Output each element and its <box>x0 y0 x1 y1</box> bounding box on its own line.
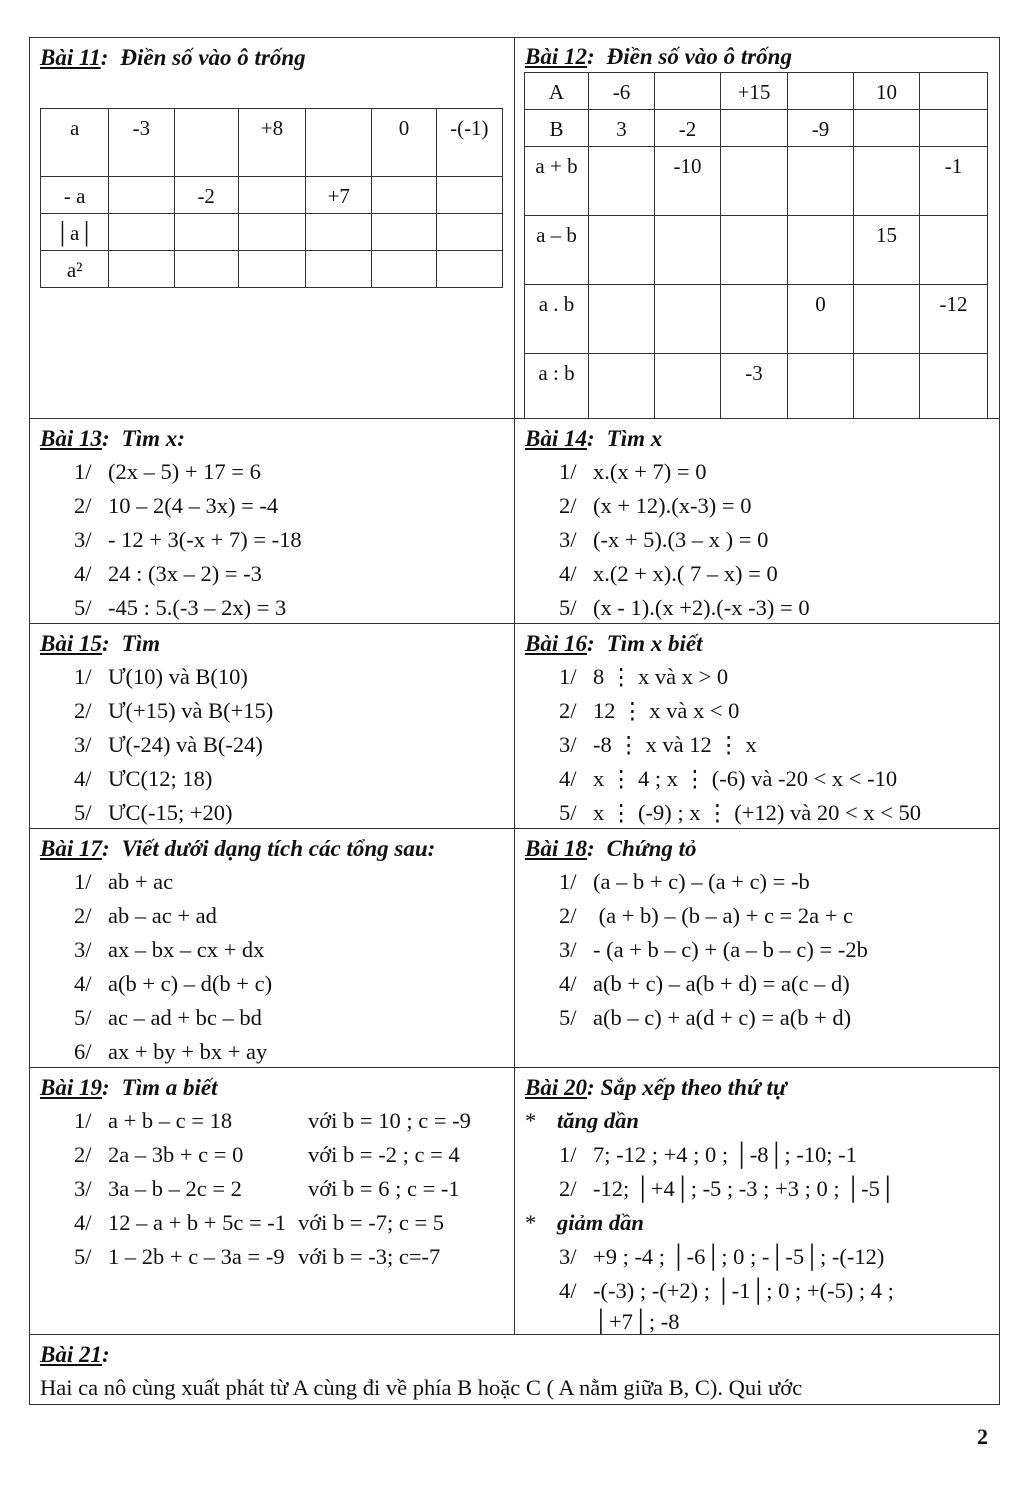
bai-11-row-header: a² <box>41 251 109 288</box>
item-text: a + b – c = 18 <box>108 1108 233 1133</box>
bai-12-table-row <box>525 110 988 147</box>
item-text: (2x – 5) + 17 = 6 <box>108 459 261 484</box>
item-text: x ⋮ 4 ; x ⋮ (-6) và -20 < x < -10 <box>593 766 898 791</box>
bai-21-cell <box>30 1335 1000 1405</box>
list-item <box>525 1172 999 1206</box>
item-number: 2/ <box>74 698 92 723</box>
bai-16-cell <box>515 624 1000 829</box>
item-text: x.(2 + x).( 7 – x) = 0 <box>593 561 778 586</box>
item-number: 1/ <box>559 459 577 484</box>
list-item <box>40 967 514 1001</box>
bai-18-list <box>525 865 999 1035</box>
bai-11-table-cell[interactable]: -3 <box>109 109 174 177</box>
bai-12-table-cell[interactable] <box>920 216 988 285</box>
bai-11-table-cell[interactable]: +7 <box>306 177 372 214</box>
list-item <box>40 899 514 933</box>
bai-11-table-cell[interactable] <box>372 177 436 214</box>
bai-12-table-row <box>525 216 988 285</box>
bai-21-text: Hai ca nô cùng xuất phát từ A cùng đi về phía B hoặc C ( A nằm giữa B, C). Qui ước <box>40 1375 803 1400</box>
item-number: 5/ <box>74 1244 92 1269</box>
bai-12-table-cell[interactable]: -2 <box>655 110 721 147</box>
bai-12-table-cell[interactable] <box>721 285 788 354</box>
item-number: 4/ <box>74 561 92 586</box>
bai-11-table-cell[interactable]: +8 <box>238 109 305 177</box>
item-number: 3/ <box>559 732 577 757</box>
item-text: 8 ⋮ x và x > 0 <box>593 664 729 689</box>
list-item <box>40 1138 514 1172</box>
item-text: ac – ad + bc – bd <box>108 1005 262 1030</box>
item-number: 2/ <box>559 698 577 723</box>
list-item <box>40 1206 514 1240</box>
bai-11-table-cell[interactable] <box>436 251 502 288</box>
list-item <box>525 1001 999 1035</box>
bai-12-table-cell[interactable] <box>920 110 988 147</box>
item-number: 4/ <box>74 766 92 791</box>
bai-21-title: Bài 21: <box>40 1342 110 1367</box>
item-number: 3/ <box>74 937 92 962</box>
item-text: (x - 1).(x +2).(-x -3) = 0 <box>593 595 810 620</box>
bai-12-table-cell[interactable] <box>920 73 988 110</box>
item-number: 3/ <box>74 527 92 552</box>
item-text: Ư(-24) và B(-24) <box>108 732 263 757</box>
item-number: 5/ <box>559 1005 577 1030</box>
list-item <box>40 523 514 557</box>
list-item <box>525 591 999 623</box>
bai-12-table-cell[interactable] <box>788 147 854 216</box>
bai-20-title: Bài 20: Sắp xếp theo thứ tự <box>525 1075 787 1100</box>
bai-14-list <box>525 455 999 623</box>
item-condition: với b = 6 ; c = -1 <box>308 1176 460 1201</box>
item-text: ƯC(12; 18) <box>108 766 213 791</box>
list-item <box>525 796 999 828</box>
bai-11-table-row <box>41 214 503 251</box>
bai-12-table-cell[interactable] <box>854 147 920 216</box>
item-number: 1/ <box>74 1108 92 1133</box>
bai-12-row-header: a : b <box>525 354 589 419</box>
item-number: 1/ <box>559 869 577 894</box>
bai-12-row-header: A <box>525 73 589 110</box>
bai-18-title: Bài 18: Chứng tỏ <box>525 836 697 861</box>
list-item <box>40 1001 514 1035</box>
bai-12-table-cell[interactable]: 0 <box>788 285 854 354</box>
bai-12-table-cell[interactable] <box>721 216 788 285</box>
list-item <box>40 762 514 796</box>
bai-11-table-cell[interactable] <box>372 214 436 251</box>
bai-11-table-row <box>41 109 503 177</box>
item-number: 2/ <box>559 903 577 928</box>
item-text: 24 : (3x – 2) = -3 <box>108 561 262 586</box>
bai-20-decreasing-list <box>525 1240 999 1308</box>
bai-12-table-cell[interactable] <box>788 216 854 285</box>
item-text: Ư(10) và B(10) <box>108 664 248 689</box>
bai-14-cell <box>515 419 1000 624</box>
bai-12-table-cell[interactable] <box>854 354 920 419</box>
bai-12-table-cell[interactable]: 15 <box>854 216 920 285</box>
item-text: Ư(+15) và B(+15) <box>108 698 274 723</box>
bai-12-table-cell[interactable]: -3 <box>721 354 788 419</box>
item-text: a(b + c) – a(b + d) = a(c – d) <box>593 971 850 996</box>
item-text: ax – bx – cx + dx <box>108 937 265 962</box>
item-number: 1/ <box>74 869 92 894</box>
bai-12-table-cell[interactable] <box>721 147 788 216</box>
list-item <box>40 694 514 728</box>
item-text: - (a + b – c) + (a – b – c) = -2b <box>593 937 868 962</box>
bai-13-cell <box>30 419 515 624</box>
item-condition: với b = -2 ; c = 4 <box>308 1142 460 1167</box>
bai-12-table-row <box>525 354 988 419</box>
item-number: 2/ <box>559 1176 577 1201</box>
list-item <box>40 1172 514 1206</box>
bai-11-table-cell[interactable] <box>238 251 305 288</box>
item-text: a(b + c) – d(b + c) <box>108 971 273 996</box>
list-item <box>40 865 514 899</box>
list-item <box>40 489 514 523</box>
item-condition: với b = -3; c=-7 <box>298 1244 441 1269</box>
bai-12-cell <box>515 38 1000 419</box>
bai-12-table-cell[interactable] <box>788 73 854 110</box>
item-number: 4/ <box>559 1278 577 1303</box>
bai-12-table-cell[interactable]: -1 <box>920 147 988 216</box>
item-text: ax + by + bx + ay <box>108 1039 268 1064</box>
item-number: 2/ <box>74 1142 92 1167</box>
list-item <box>525 660 999 694</box>
item-text: 10 – 2(4 – 3x) = -4 <box>108 493 279 518</box>
item-number: 3/ <box>74 732 92 757</box>
bai-11-table-cell[interactable] <box>174 214 238 251</box>
bai-17-title: Bài 17: Viết dưới dạng tích các tổng sau: <box>40 836 436 861</box>
bai-20-continuation: │+7│; -8 <box>593 1309 680 1334</box>
bai-12-table-cell[interactable] <box>854 285 920 354</box>
bai-11-table-cell[interactable] <box>306 214 372 251</box>
bai-11-table-row <box>41 251 503 288</box>
item-number: 2/ <box>559 493 577 518</box>
bai-12-table-cell[interactable] <box>589 285 655 354</box>
item-number: 3/ <box>559 937 577 962</box>
item-text: x.(x + 7) = 0 <box>593 459 707 484</box>
item-text: 7; -12 ; +4 ; 0 ; │-8│; -10; -1 <box>593 1142 857 1167</box>
item-number: 4/ <box>74 971 92 996</box>
item-condition: với b = -7; c = 5 <box>298 1210 445 1235</box>
bai-12-table-cell[interactable] <box>655 285 721 354</box>
item-number: 5/ <box>74 1005 92 1030</box>
bai-11-title: Bài 11: Điền số vào ô trống <box>40 45 306 70</box>
item-text: (x + 12).(x-3) = 0 <box>593 493 752 518</box>
item-number: 5/ <box>74 800 92 825</box>
bai-12-row-header: a + b <box>525 147 589 216</box>
bai-12-table-cell[interactable] <box>655 216 721 285</box>
bai-15-cell <box>30 624 515 829</box>
item-text: -45 : 5.(-3 – 2x) = 3 <box>108 595 287 620</box>
bai-11-table-cell[interactable] <box>436 177 502 214</box>
bai-12-table-cell[interactable] <box>920 354 988 419</box>
bai-11-table-cell[interactable] <box>109 251 174 288</box>
bai-12-table-cell[interactable] <box>655 354 721 419</box>
list-item <box>525 899 999 933</box>
list-item <box>525 728 999 762</box>
item-text: ab – ac + ad <box>108 903 217 928</box>
bai-12-table-cell[interactable] <box>854 110 920 147</box>
bai-15-list <box>40 660 514 828</box>
list-item <box>525 1274 999 1308</box>
bai-15-title: Bài 15: Tìm <box>40 631 160 656</box>
list-item <box>525 694 999 728</box>
list-item <box>40 660 514 694</box>
bai-11-row-header: a <box>41 109 109 177</box>
list-item <box>525 455 999 489</box>
list-item <box>40 728 514 762</box>
bai-12-table-row <box>525 147 988 216</box>
item-text: 12 – a + b + 5c = -1 <box>108 1210 287 1235</box>
list-item <box>40 557 514 591</box>
item-text: - 12 + 3(-x + 7) = -18 <box>108 527 302 552</box>
item-number: 4/ <box>74 1210 92 1235</box>
page-number: 2 <box>977 1424 988 1449</box>
item-text: 3a – b – 2c = 2 <box>108 1176 242 1201</box>
list-item <box>40 1240 514 1274</box>
bai-12-table-cell[interactable]: -9 <box>788 110 854 147</box>
item-number: 6/ <box>74 1039 92 1064</box>
list-item <box>525 523 999 557</box>
list-item <box>525 933 999 967</box>
item-number: 1/ <box>74 664 92 689</box>
bai-11-table-cell[interactable] <box>174 109 238 177</box>
bai-12-table-cell[interactable] <box>589 354 655 419</box>
bai-20-increasing-heading: * tăng dần <box>525 1108 639 1133</box>
item-text: (-x + 5).(3 – x ) = 0 <box>593 527 769 552</box>
bai-12-table-cell[interactable] <box>788 354 854 419</box>
bai-12-table-cell[interactable] <box>589 216 655 285</box>
bai-19-cell <box>30 1068 515 1335</box>
item-text: ƯC(-15; +20) <box>108 800 233 825</box>
bai-12-table-cell[interactable]: 10 <box>854 73 920 110</box>
exercise-sheet <box>29 37 1000 1405</box>
item-number: 4/ <box>559 971 577 996</box>
item-number: 2/ <box>74 493 92 518</box>
list-item <box>525 1138 999 1172</box>
bai-11-table-cell[interactable]: -2 <box>174 177 238 214</box>
item-number: 3/ <box>559 1244 577 1269</box>
bai-12-table-cell[interactable]: -10 <box>655 147 721 216</box>
item-text: 1 – 2b + c – 3a = -9 <box>108 1244 285 1269</box>
item-text: a(b – c) + a(d + c) = a(b + d) <box>593 1005 852 1030</box>
item-text: -8 ⋮ x và 12 ⋮ x <box>593 732 757 757</box>
item-text: (a + b) – (b – a) + c = 2a + c <box>593 903 854 928</box>
bai-13-list <box>40 455 514 623</box>
list-item <box>525 489 999 523</box>
bai-11-table <box>40 108 503 288</box>
list-item <box>40 1035 514 1067</box>
bai-12-table-cell[interactable]: +15 <box>721 73 788 110</box>
bai-11-table-cell[interactable]: -(-1) <box>436 109 502 177</box>
bai-12-table-cell[interactable] <box>589 147 655 216</box>
item-text: x ⋮ (-9) ; x ⋮ (+12) và 20 < x < 50 <box>593 800 922 825</box>
item-number: 4/ <box>559 766 577 791</box>
bai-12-row-header: a . b <box>525 285 589 354</box>
item-text: ab + ac <box>108 869 174 894</box>
item-number: 3/ <box>74 1176 92 1201</box>
bai-19-title: Bài 19: Tìm a biết <box>40 1075 218 1100</box>
item-number: 3/ <box>559 527 577 552</box>
list-item <box>525 762 999 796</box>
bai-12-table-cell[interactable]: 3 <box>589 110 655 147</box>
bai-20-decreasing-heading: * giảm dần <box>525 1210 644 1235</box>
list-item <box>525 967 999 1001</box>
bai-11-table-cell[interactable] <box>306 251 372 288</box>
bai-12-table-cell[interactable] <box>721 110 788 147</box>
list-item <box>40 933 514 967</box>
item-condition: với b = 10 ; c = -9 <box>308 1108 471 1133</box>
bai-12-table-cell[interactable]: -6 <box>589 73 655 110</box>
bai-14-title: Bài 14: Tìm x <box>525 426 663 451</box>
list-item <box>525 557 999 591</box>
bai-11-table-cell[interactable] <box>306 109 372 177</box>
item-number: 1/ <box>559 1142 577 1167</box>
item-number: 2/ <box>74 903 92 928</box>
bai-11-row-header: - a <box>41 177 109 214</box>
bai-12-table-row <box>525 73 988 110</box>
bai-11-table-cell[interactable] <box>109 214 174 251</box>
bai-11-cell <box>30 38 515 419</box>
item-text: +9 ; -4 ; │-6│; 0 ; -│-5│; -(-12) <box>593 1244 885 1269</box>
bai-11-table-cell[interactable] <box>238 214 305 251</box>
bai-11-table-cell[interactable] <box>372 251 436 288</box>
bai-16-title: Bài 16: Tìm x biết <box>525 631 703 656</box>
bai-13-title: Bài 13: Tìm x: <box>40 426 185 451</box>
item-number: 1/ <box>559 664 577 689</box>
item-text: 2a – 3b + c = 0 <box>108 1142 244 1167</box>
bai-11-table-cell[interactable] <box>174 251 238 288</box>
item-text: 12 ⋮ x và x < 0 <box>593 698 740 723</box>
item-number: 5/ <box>559 595 577 620</box>
list-item <box>40 591 514 623</box>
bai-19-list <box>40 1104 514 1274</box>
bai-20-cell <box>515 1068 1000 1335</box>
bai-17-cell <box>30 829 515 1068</box>
item-text: -(-3) ; -(+2) ; │-1│; 0 ; +(-5) ; 4 ; <box>593 1278 894 1303</box>
list-item <box>40 796 514 828</box>
bai-11-table-cell[interactable] <box>238 177 305 214</box>
list-item <box>525 865 999 899</box>
bai-11-table-cell[interactable] <box>109 177 174 214</box>
bai-20-increasing-list <box>525 1138 999 1206</box>
item-number: 5/ <box>74 595 92 620</box>
bai-11-table-cell[interactable] <box>436 214 502 251</box>
bai-11-row-header: │a│ <box>41 214 109 251</box>
item-text: (a – b + c) – (a + c) = -b <box>593 869 810 894</box>
bai-18-cell <box>515 829 1000 1068</box>
item-number: 1/ <box>74 459 92 484</box>
bai-12-title: Bài 12: Điền số vào ô trống <box>525 44 792 69</box>
bai-12-table-row <box>525 285 988 354</box>
item-number: 4/ <box>559 561 577 586</box>
item-text: -12; │+4│; -5 ; -3 ; +3 ; 0 ; │-5│ <box>593 1176 896 1201</box>
item-number: 5/ <box>559 800 577 825</box>
list-item <box>40 1104 514 1138</box>
bai-17-list <box>40 865 514 1067</box>
list-item <box>525 1240 999 1274</box>
bai-12-table-cell[interactable]: -12 <box>920 285 988 354</box>
bai-16-list <box>525 660 999 828</box>
bai-12-table-cell[interactable] <box>655 73 721 110</box>
bai-11-table-row <box>41 177 503 214</box>
bai-11-table-cell[interactable]: 0 <box>372 109 436 177</box>
list-item <box>40 455 514 489</box>
bai-12-row-header: B <box>525 110 589 147</box>
bai-12-row-header: a – b <box>525 216 589 285</box>
bai-12-table <box>524 72 988 418</box>
